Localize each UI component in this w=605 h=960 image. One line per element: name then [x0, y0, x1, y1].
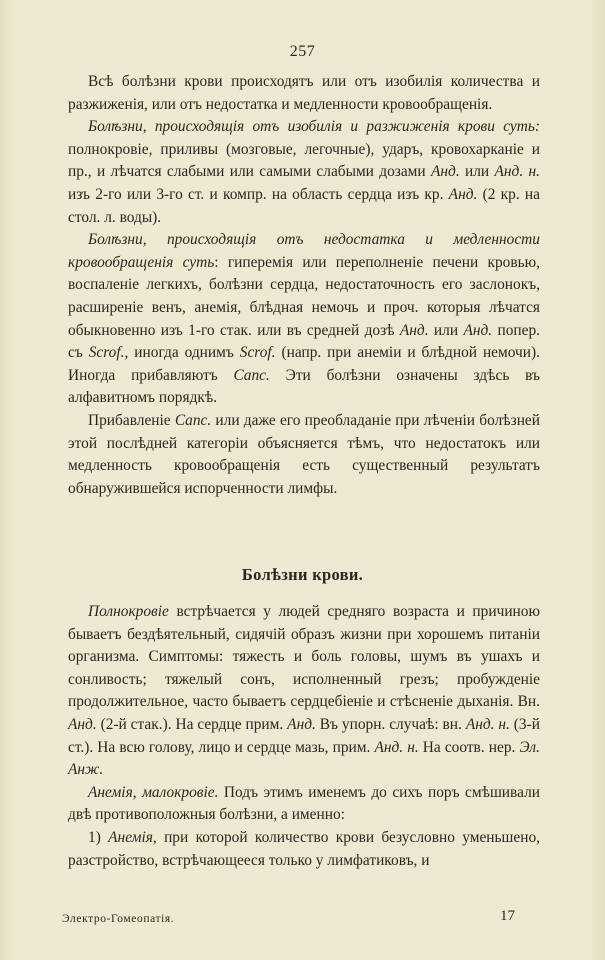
footer-signature: Электро-Гомеопатія. — [62, 913, 175, 925]
text-run: (напр. при анеміи и блѣдной немочи). Иногда прибавляютъ — [68, 344, 540, 384]
remedy-term: Canc. — [233, 366, 270, 384]
text-run: , при которой количество крови безусловно уменьшено, разстройство, встрѣчающееся только у лимфатиковъ, и — [68, 828, 541, 869]
text-run: встрѣчается у людей средняго возраста и причиною бываетъ бездѣятельный, сидячій образъ жизни при хорошемъ питаніи организма. Симптомы: тяжесть и боль головы, шумъ въ ушахъ и сонливость; тяжелый сонъ, исполненный грезъ; пробужденіе продолжительное, часто бываетъ сердцебіеніе и стѣсненіе дыханія. Вн. — [68, 603, 540, 711]
paragraph-canc-addition — [68, 410, 540, 500]
text-run: полнокровіе, приливы (мозговые, легочные), ударъ, кровохарканіе и пр., и лѣчатся слабыми или самыми слабыми дозами — [68, 140, 540, 181]
text-run: (2 кр. на стол. л. воды). — [68, 185, 540, 226]
remedy-term: Анд. — [287, 715, 316, 733]
text-run: Подъ этимъ именемъ до сихъ поръ смѣшивали двѣ противоположныя болѣзни, а именно: — [68, 783, 540, 824]
remedy-term: Эл. Анж. — [68, 738, 540, 779]
text-run: или даже его преобладаніе при лѣченіи болѣзней этой послѣдней категоріи объясняется тѣмъ, что недостатокъ или медленность кровообращенія есть существенный результатъ обнаружившейся испорченности лимфы. — [68, 411, 540, 497]
remedy-term: Анд. — [399, 321, 429, 339]
paragraph-deficiency-diseases — [68, 229, 540, 410]
italic-lead: Анемія — [108, 828, 153, 846]
italic-lead: Болѣзни, происходящія отъ изобилія и разжиженія крови суть: — [88, 118, 540, 136]
text-run: или — [459, 163, 495, 181]
text-run: Прибавленіе — [88, 411, 175, 429]
page-number: 257 — [289, 43, 316, 60]
text-run: На соотв. нер. — [418, 738, 520, 756]
paragraph-anemia-intro — [68, 782, 540, 827]
footer-sheet-number: 17 — [500, 908, 515, 924]
remedy-term: Анд. н. — [494, 163, 540, 181]
intro-text-block — [68, 71, 540, 500]
section-text-block — [68, 601, 540, 872]
remedy-term: Анд. н. — [374, 738, 419, 756]
paragraph-anemia-first — [68, 827, 540, 872]
paragraph-plethora — [68, 601, 540, 782]
italic-lead: Полнокровіе — [88, 603, 169, 620]
italic-lead: малокровіе. — [142, 783, 219, 801]
section-heading: Болѣзни крови. — [241, 565, 364, 584]
paragraph-intro: Всѣ болѣзни крови происходятъ или отъ изобилія количества и разжиженія, или отъ недостатка и медленности кровообращенія. — [68, 73, 540, 113]
remedy-term: Scrof. — [239, 344, 276, 362]
italic-lead: Анемія — [88, 783, 133, 801]
remedy-term: Анд. — [68, 715, 97, 733]
text-run: или — [428, 321, 464, 339]
paragraph-excess-diseases — [68, 116, 540, 229]
text-run: попер. съ — [68, 321, 541, 362]
remedy-term: Анд. — [431, 163, 460, 181]
text-run: , — [132, 783, 143, 801]
remedy-term: Анд. — [448, 185, 478, 203]
remedy-term: Анд. — [463, 321, 493, 339]
text-run: Эти болѣзни означены здѣсь въ алфавитномъ порядкѣ. — [68, 366, 540, 407]
text-run: Въ упорн. случаѣ: вн. — [315, 715, 466, 733]
remedy-term: Canc. — [174, 411, 212, 429]
text-run: (3-й ст.). На всю голову, лицо и сердце мазь, прим. — [68, 715, 540, 756]
text-run: 1) — [88, 828, 109, 846]
text-run: (2-й стак.). На сердце прим. — [96, 715, 288, 733]
remedy-term: Scrof. — [88, 344, 125, 362]
italic-lead: Болѣзни, происходящія отъ недостатка и медленности кровообращенія суть — [68, 231, 540, 271]
remedy-term: Анд. н. — [465, 715, 510, 733]
text-run: , иногда однимъ — [124, 344, 240, 362]
text-run: изъ 2-го или 3-го ст. и компр. на область сердца изъ кр. — [68, 185, 449, 203]
text-run: : гиперемія или переполненіе печени кровью, воспаленіе легкихъ, болѣзни сердца, недостаточность его заслонокъ, расширеніе венъ, анемія, блѣдная немочь и проч. которыя лѣчатся обыкновенно изъ 1-го стак. или въ средней дозѣ — [68, 253, 540, 339]
